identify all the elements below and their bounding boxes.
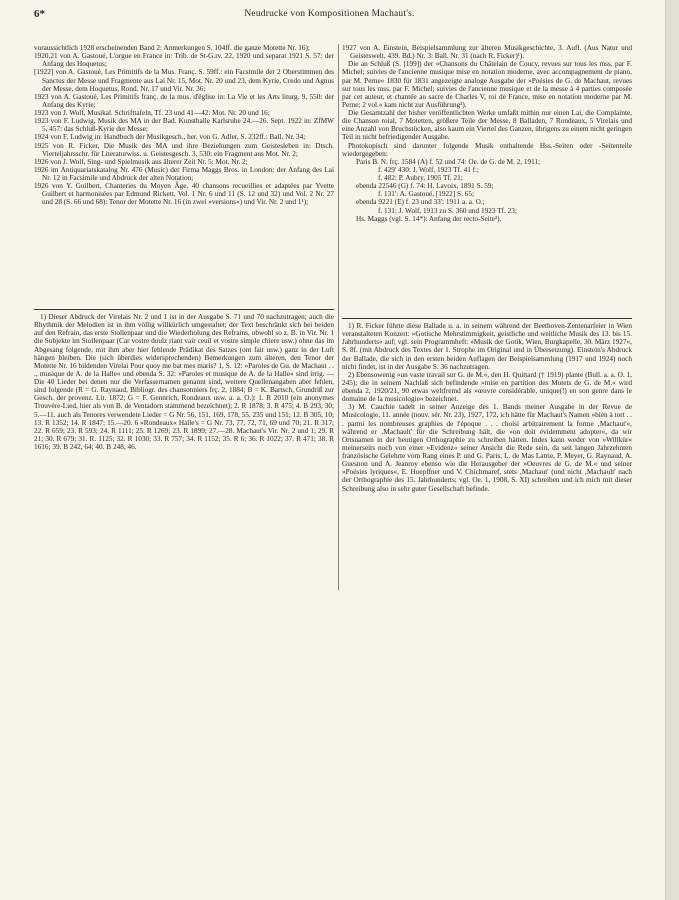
- bibliography-entry: 1923 von A. Gastoué, Les Primitifs franç. de la mus. d'église in: La Vie et les Arts liturg. 9, 550: der Anfang des Kyrie;: [34, 92, 334, 109]
- footnote: 3) M. Cauchie tadelt in seiner Anzeige des 1. Bands meiner Ausgabe in der Revue de Musicologie, 11. année (nouv. sér. Nr. 23), 1927, 172, ich hätte für Machaut's Namen »bien à tort . . . parmi les nombreuses graphies de l'époque . . . choisi arbitrairement la forme ‚Machaut'«, während er ‚Machault' für die Schreibung hält, die »on doit évidemment adopter«, da wir Ortsnamen in der heutigen Orthographie zu schreiben hätten. Indes kann weder von »Willkür« meinerseits noch von einer »Evidenz« seiner Ansicht die Rede sein, da seit langen Jahrzehnten französische Gelehrte vom Rang eines P. und G. Paris, L. de Mas Latrie, P. Meyer, G. Raynaud, A. Guesnon und A. Jeanroy ebenso wie die Herausgeber der »Oeuvres de G. de M.« und seiner »Poésies lyriques«, E. Hoepffner und V. Chichmaref, stets ‚Machaut' (und nicht ‚Machault' nach der Orthographie des 15. Jahrhunderts; vgl. Oe. 1, 1908, S. XI) schreiben und ich mich mit dieser Schreibung also in sehr guter Gesellschaft befinde.: [342, 403, 632, 493]
- bibliography-entry: 1923 von J. Wolf, Musikal. Schrifttafeln, Tf. 23 und 41—42: Mot. Nr. 20 und 16;: [34, 109, 270, 117]
- column-divider: [338, 44, 339, 590]
- body-paragraph: ebenda 9221 (E) f. 23 und 33': 1911 a. a. O.;: [356, 198, 485, 207]
- left-column-footnotes: [34, 313, 334, 451]
- running-title: Neudrucke von Kompositionen Machaut's.: [244, 9, 415, 19]
- bibliography-entry: voraussichtlich 1928 erscheinenden Band 2: Anmerkungen S. 104ff. die ganze Motette Nr. 16);: [34, 44, 310, 52]
- bibliography-entry: 1925 von R. Ficker, Die Musik des MA und ihre Beziehungen zum Geistesleben in: Dtsch. Vierteljahrsschr. für Literaturwiss. u. Geistesgesch. 3, 530: ein Fragment aus Mot. Nr. 2;: [34, 141, 334, 158]
- footnote: 2) Ebensowenig »un vaste travail sur G. de M.«, den H. Quittard († 1919) plante (Bull. a. a. O. 1, 245); die in seinem Nachlaß sich befindende »mise en partition des Motets de G. de M.« wird ebenda 2, 1920/21, 90 etwas weltfremd als »œuvre considérable, unique(!) en son genre dans le domaine de la musicologie« bezeichnet.: [342, 370, 632, 404]
- body-paragraph: f. 131': A. Gastoué, [1922] S. 65;: [378, 190, 474, 199]
- body-paragraph: Die an Schluß (S. [199]) der »Chansons du Châtelain de Coucy, revues sur tous les mss. par F. Michel; suivies de l'ancienne musique mise en notation moderne, avec accompagnement de piano, par M. Perne« 1830 für 1831 angezeigte analoge Ausgabe der »Poésies de G. de Machaut, revues sur tous les mss. par F. Michel; suivies de l'ancienne musique et de la messe à 4 parties composée par cet auteur, et chantée au sacre de Charles V, roi de France, mise en notation moderne par M. Perne; 2 vol.« kam nicht zur Ausführung²).: [342, 60, 632, 109]
- page-number: 6*: [34, 8, 45, 20]
- bibliography-entry: 1923 von F. Ludwig, Musik des MA in der Bad. Kunsthalle Karlsruhe 24.—26. Sept. 1922 in: ZfMW 5, 457: das Schluß-Kyrie der Messe;: [34, 117, 334, 134]
- body-paragraph: Hs. Maggs (vgl. S. 14*): Anfang der recto-Seite³).: [356, 214, 502, 223]
- page-edge: [665, 0, 679, 900]
- body-paragraph: f. 429' 430: J. Wolf, 1923 Tf. 41 f.;: [378, 165, 479, 174]
- body-paragraph: Die Gesamtzahl der bisher veröffentlichten Werke umfaßt mithin nur einen Lai, die Complainte, die Chanson roial, 7 Motetten, größere Teile der Messe, 8 Balladen, 7 Rondeaux, 5 Virelais und eine Anzahl von Bruchstücken, also kaum ein Viertel des Ganzen, übrigens zu einem nicht geringen Teil in nicht befriedigender Ausgabe.: [342, 109, 632, 142]
- left-footnote-rule: [34, 309, 334, 310]
- bibliography-entry: 1926 von Y. Guilbert, Chanteries du Moyen Âge, 40 chansons recueillies et adaptées par Yvette Guilbert et harmonisées par Edmond Rickett, Vol. 1 Nr. 6 und 11 (S. 12 und 32) und Vol. 2 Nr. 27 und 28 (S. 66 und 68): Tenor der Motette Nr. 16 (in zwei »versions«) und Vir. Nr. 2 und 1¹);: [34, 182, 334, 207]
- footnote: 1) Dieser Abdruck der Virelais Nr. 2 und 1 ist in der Ausgabe S. 71 und 70 nachzutragen; auch die Rhythmik der Melodien ist in ihm völlig willkürlich umgestaltet; der Text beschränkt sich bei beiden auf den Refrain, das erste Stollenpaar und die Wiederholung des Refrains, obwohl so z. B. in Vir. Nr. 1 die Subjekte im Stollenpaar (Car vostre doulz riant vair ceuil et vostre simple chiere usw.) ohne das im Abgesang folgende, mit ihm aber hier fehlende Prädikat des Satzes (ont fait usw.) ganz in der Luft hängen bleiben. Die (sich überdies widersprechenden) Bemerkungen zum älteren, den Tenor der Motette Nr. 16 bildenden Virelai Pour quoy me bat mes maris? 1, S. 12: »Paroles de Gu. de Machaut . . ., musique de A. de la Halle« und ebenda S. 32: »Paroles et musique de A. de la Halle« sind irrig. — Die 40 Lieder bei denen nur die Verfassernamen genannt sind, weitere Quellenangaben aber fehlen, sind folgende (R = G. Raynaud, Bibliogr. des chansonniers frç. 2, 1884; B = K. Bartsch, Grundriß zur Gesch. der provenz. Lit. 1872; G = F. Gennrich, Rondeaux usw. a. a. O.): 1. R 2010 (ein anonymes Trouvère-Lied, hier als von B. de Ventadorn stammend bezeichnet); 2. R 1878; 3. R 475; 4. B 293, 30; 5.—11. auch als Tenores verwendete Lieder = G Nr. 56, 151, 169, 178, 55, 235 und 151; 12. B 305, 10; 13. R 1352; 14. R 1847; 15.—20. 6 »Rondeaux« Halle's = G Nr. 73, 77, 72, 71, 69 und 70; 21. R 317; 22. R 659; 23. R 593; 24. R 1111; 25. R 1269; 23. R 1899; 27.—28. Machaut's Vir. Nr. 2 und 1; 29. R 21; 30. R 679; 31. R. 1125; 32. R 1030; 33. R 757; 34. R 1152; 35. R 6; 36. R 1022; 37. R 471; 38. R 1616; 39. B 242, 64; 40. B 248, 46.: [34, 313, 334, 451]
- bibliography-entry: 1920,21 von A. Gastoué, L'orgue en France in: Trib. de St-G.rv. 22, 1920 und separat 1921 S. 57: der Anfang des Hoquetus;: [34, 52, 334, 69]
- page-header: [34, 8, 625, 22]
- bibliography-entry: 1926 im Antiquariatskatalog Nr. 476 (Music) der Firma Maggs Bros. in London: der Anfang des Lai Nr. 12 in Facsimile und Abdruck der alten Notation;: [34, 165, 334, 182]
- bibliography-entry: [1922] von A. Gastoué, Les Primitifs de la Mus. Franç. S. 59ff.: ein Facsimile der 2 Oberstimmen des Sanctus der Messe und Fragmente aus Lai Nr. 15, Mot. Nr. 20 und 23, dem Kyrie, Credo und Agnus der Messe, dem Hoquetus, Rond. Nr. 17 und Vir. Nr. 36;: [34, 68, 334, 93]
- right-column-footnotes: [342, 322, 632, 493]
- right-footnote-rule: [342, 318, 632, 319]
- body-paragraph: f. 131: J. Wolf, 1913 zu S. 360 und 1923 Tf. 23;: [378, 206, 517, 215]
- body-paragraph: 1927 von A. Einstein, Beispielsammlung zur älteren Musikgeschichte, 3. Aufl. (Aus Natur und Geisteswelt, 439. Bd.) Nr. 3: Ball. Nr. 31 (nach R. Ficker)¹).: [342, 44, 632, 61]
- body-paragraph: ebenda 22546 (G) f. 74: H. Lavoix, 1891 S. 59;: [356, 182, 494, 191]
- body-paragraph: Photokopisch sind darunter folgende Musik enthaltende Hss.-Seiten oder -Seitenteile wiedergegeben:: [342, 141, 632, 158]
- left-column-main: [34, 44, 334, 207]
- right-column-main: [342, 44, 632, 223]
- footnote: 1) R. Ficker führte diese Ballade u. a. in seinem während der Beethoven-Zentenarfeier in Wien veranstalteten Konzert: »Gotische Mehrstimmigkeit, geistliche und weltliche Musik des 13. bis 15. Jahrhunderts« auf; vgl. sein Programmheft: »Musik der Gotik, Wien, Burgkapelle, 30. März 1927«, S. 8f. (mit Abdruck des Textes der 1. Strophe im Original und in Übersetzung). Einstein's Abdruck der Ballade, die sich in den ersten beiden Auflagen der Beispielsammlung (1917 und 1924) noch nicht findet, ist in der Ausgabe S. 36 nachzutragen.: [342, 322, 632, 371]
- bibliography-entry: 1924 von F. Ludwig in: Handbuch der Musikgesch., her. von G. Adler, S. 232ff.: Ball. Nr. 34;: [34, 133, 306, 142]
- body-paragraph: f. 482: P. Aubry, 1905 Tf. 21;: [378, 174, 463, 182]
- bibliography-entry: 1926 von J. Wolf, Sing- und Spielmusik aus älterer Zeit Nr. 5: Mot. Nr. 2;: [34, 157, 248, 166]
- body-paragraph: Paris B. N. frç. 1584 (A) f. 52 und 74: Oe. de G. de M. 2, 1911;: [356, 157, 541, 166]
